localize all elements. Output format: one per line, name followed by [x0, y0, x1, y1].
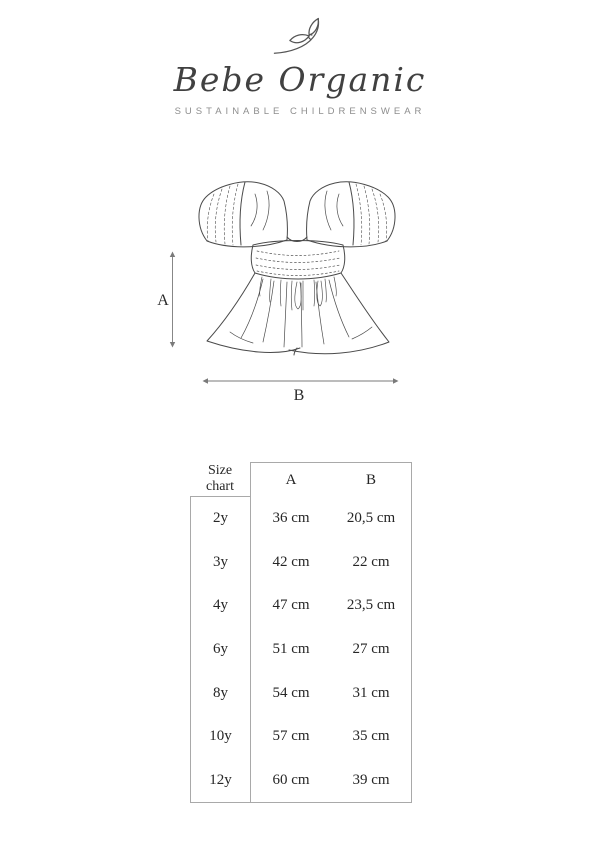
size-cell: 4y	[191, 584, 251, 628]
leaf-sprig-icon	[268, 14, 332, 56]
measurement-b-cell: 35 cm	[352, 728, 390, 745]
dimension-label-b: B	[293, 387, 305, 404]
measurement-a-cell: 51 cm	[272, 641, 310, 658]
table-row	[191, 497, 411, 541]
table-row	[191, 541, 411, 585]
size-cell: 3y	[191, 541, 251, 585]
size-cell: 6y	[191, 628, 251, 672]
column-header-b: B	[365, 471, 376, 488]
table-row	[191, 628, 411, 672]
brand-name: Bebe Organic	[173, 60, 427, 99]
size-chart-header	[190, 462, 412, 497]
garment-diagram	[140, 170, 460, 410]
size-chart-corner-label: Size chart	[190, 462, 251, 497]
size-cell: 2y	[191, 497, 251, 541]
table-row	[191, 584, 411, 628]
measurement-b-cell: 39 cm	[352, 771, 390, 788]
table-row	[191, 758, 411, 802]
brand-logo	[0, 14, 600, 117]
measurement-a-cell: 47 cm	[272, 597, 310, 614]
size-cell: 8y	[191, 671, 251, 715]
measurement-a-cell: 57 cm	[272, 728, 310, 745]
size-chart-body	[190, 497, 412, 803]
table-row	[191, 715, 411, 759]
measurement-a-cell: 54 cm	[272, 684, 310, 701]
measurement-b-cell: 27 cm	[352, 641, 390, 658]
dimension-arrow-b	[203, 378, 399, 383]
size-cell: 10y	[191, 715, 251, 759]
brand-tagline: SUSTAINABLE CHILDRENSWEAR	[174, 106, 426, 117]
measurement-a-cell: 36 cm	[272, 510, 310, 527]
column-header-a: A	[285, 471, 297, 488]
dimension-arrow-a	[170, 252, 175, 348]
table-row	[191, 671, 411, 715]
measurement-b-cell: 31 cm	[352, 684, 390, 701]
measurement-a-cell: 60 cm	[272, 771, 310, 788]
measurement-a-cell: 42 cm	[272, 553, 310, 570]
measurement-b-cell: 23,5 cm	[346, 597, 396, 614]
measure-columns	[251, 462, 412, 497]
garment-illustration	[199, 182, 395, 355]
measurement-b-cell: 22 cm	[352, 553, 390, 570]
size-chart-table	[190, 462, 412, 803]
measurement-b-cell: 20,5 cm	[346, 510, 396, 527]
size-cell: 12y	[191, 758, 251, 802]
dimension-label-a: A	[157, 292, 169, 309]
